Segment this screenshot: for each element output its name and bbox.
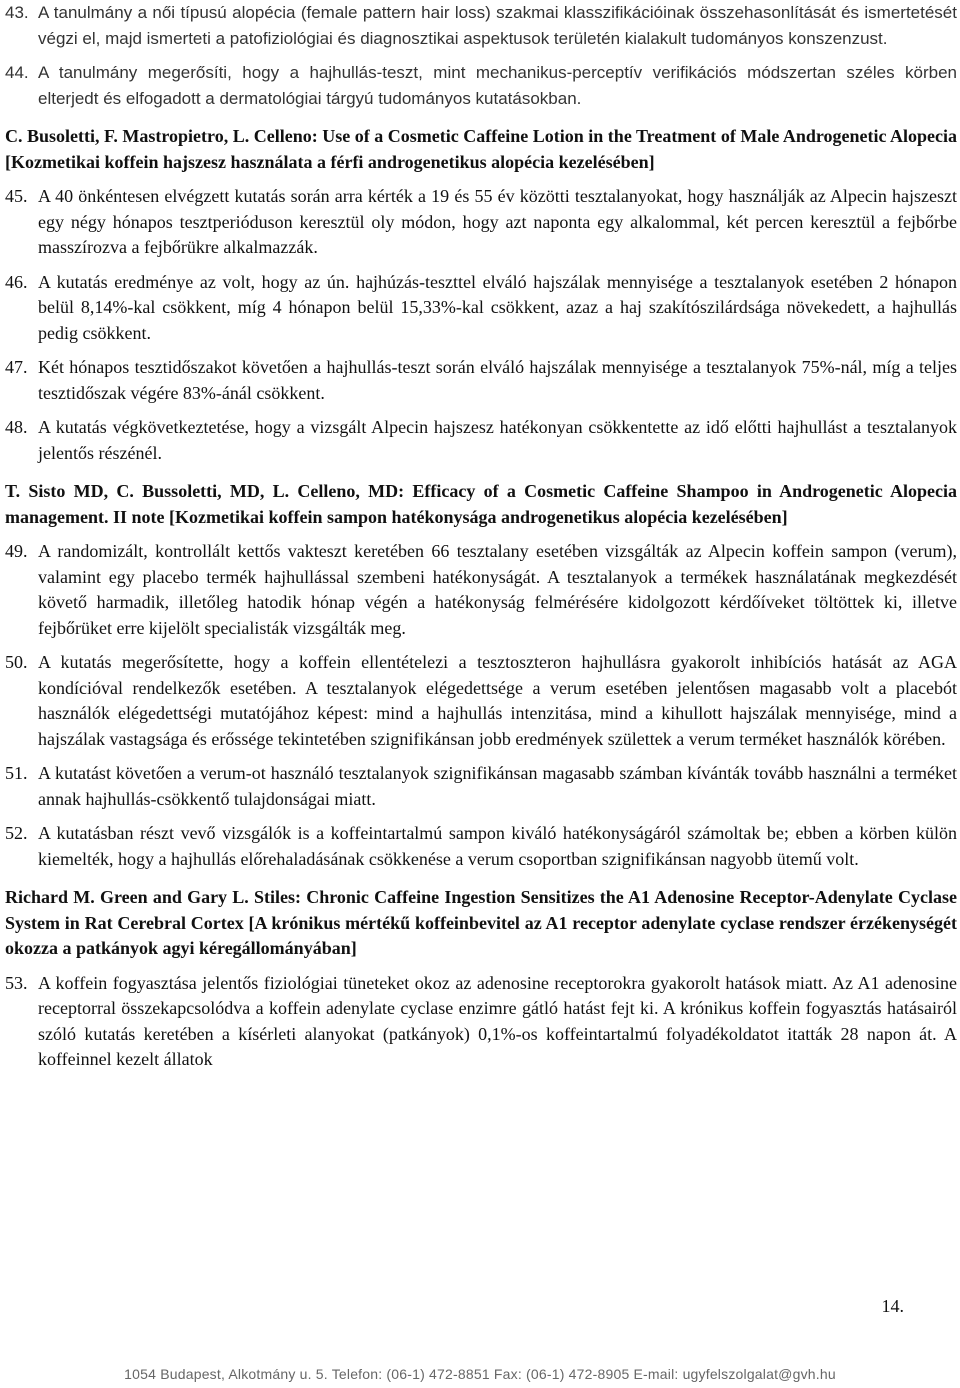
paragraph-text: A kutatást követően a verum-ot használó tesztalanyok szignifikánsan magasabb számban kívánták tovább használni a terméket annak hajhullás-csökkentő tulajdonságai miatt. (38, 763, 957, 809)
paragraph-45 (5, 184, 957, 261)
paragraph-text: A kutatás végkövetkeztetése, hogy a vizsgált Alpecin hajszesz hatékonyan csökkentette az idő előtti hajhullást a tesztalanyok jelentős részénél. (38, 417, 957, 463)
paragraph-text: A kutatás eredménye az volt, hogy az ún. hajhúzás-teszttel elváló hajszálak mennyisége a tesztalanyok esetében 2 hónapon belül 8,14%-kal csökkent, míg 4 hónapon belül 15,33%-kal csökkent, azaz a haj szakítószilárdsága növekedett, a hajhullás pedig csökkent. (38, 271, 957, 343)
paragraph-number: 48. (5, 417, 28, 437)
page-number: 14. (881, 1296, 904, 1316)
paragraph-48 (5, 415, 957, 466)
paragraph-number: 49. (5, 541, 28, 561)
paragraph-text: A tanulmány megerősíti, hogy a hajhullás-teszt, mint mechanikus-perceptív verifikációs módszertan széles körben elterjedt és elfogadott a dermatológiai tárgyú tudományos kutatásokban. (38, 63, 957, 108)
paragraph-50 (5, 650, 957, 752)
paragraph-text: A tanulmány a női típusú alopécia (female pattern hair loss) szakmai klasszifikációinak összehasonlítását és ismertetését végzi el, majd ismerteti a patofiziológiai és diagnosztikai aspektusok területén kialakult tudományos konszenzust. (38, 3, 957, 48)
paragraph-51 (5, 761, 957, 812)
paragraph-number: 52. (5, 823, 28, 843)
reference-heading-busoletti: C. Busoletti, F. Mastropietro, L. Celleno: Use of a Cosmetic Caffeine Lotion in the Treatment of Male Androgenetic Alopecia [Kozmetikai koffein hajszesz használata a férfi androgenetikus alopécia kezelésében] (5, 126, 957, 172)
paragraph-44 (5, 60, 957, 111)
paragraph-number: 51. (5, 763, 28, 783)
paragraph-number: 43. (5, 3, 29, 22)
paragraph-52 (5, 821, 957, 872)
paragraph-47 (5, 355, 957, 406)
paragraph-text: A 40 önkéntesen elvégzett kutatás során arra kérték a 19 és 55 év közötti tesztalanyokat, hogy használják az Alpecin hajszeszt egy négy hónapos tesztperióduson keresztül oly módon, hogy azt naponta egy alkalommal, két percen keresztül a fejbőrbe masszírozva a fejbőrükre alkalmazzák. (38, 186, 957, 257)
paragraph-number: 47. (5, 357, 28, 377)
paragraph-text: A randomizált, kontrollált kettős vakteszt keretében 66 tesztalany esetében vizsgálták az Alpecin koffein sampon (verum), valamint egy placebo termék hajhullással szembeni hatékonyságát. A tesztalanyok a termékek használatának megkezdését követő harmadik, illetőleg hatodik hónap végén a hatékonyság felmérésére kidolgozott kérdőíveket töltöttek ki, illetve fejbőrüket erre kijelölt specialisták vizsgálták meg. (38, 541, 957, 638)
document-body (5, 0, 957, 1073)
paragraph-49 (5, 539, 957, 641)
paragraph-text: A kutatásban részt vevő vizsgálók is a koffeintartalmú sampon kiváló hatékonyságáról számoltak be; ebben a körben külön kiemelték, hogy a hajhullás előrehaladásának csökkenése a verum csoportban szignifikánsan nagyobb ütemű volt. (38, 823, 957, 869)
reference-heading-green-stiles: Richard M. Green and Gary L. Stiles: Chronic Caffeine Ingestion Sensitizes the A1 Adenosine Receptor-Adenylate Cyclase System in Rat Cerebral Cortex [A krónikus mértékű koffeinbevitel az A1 receptor adenylate cyclase rendszer érzékenységét okozza a patkányok agyi kéregállományában] (5, 887, 957, 958)
paragraph-46 (5, 270, 957, 347)
reference-heading-sisto: T. Sisto MD, C. Bussoletti, MD, L. Celleno, MD: Efficacy of a Cosmetic Caffeine Shampoo in Androgenetic Alopecia management. II note [Kozmetikai koffein sampon hatékonysága androgenetikus alopécia kezelésében] (5, 481, 957, 527)
paragraph-text: A koffein fogyasztása jelentős fiziológiai tüneteket okoz az adenosine receptorokra gyakorolt hatások miatt. Az A1 adenosine receptorral összekapcsolódva a koffein adenylate cyclase enzimre gátló hatást fejt ki. A krónikus koffein fogyasztás hatásairól szóló kutatás keretében a kísérleti alanyokat (patkányok) 0,1%-os koffeintartalmú folyadékoldatot itatták 28 napon át. A koffeinnel kezelt állatok (38, 972, 957, 1069)
paragraph-number: 45. (5, 186, 28, 206)
paragraph-53 (5, 971, 957, 1073)
paragraph-number: 44. (5, 63, 29, 82)
paragraph-text: Két hónapos tesztidőszakot követően a hajhullás-teszt során elváló hajszálak mennyisége a tesztalanyok 75%-nál, míg a teljes tesztidőszak végére 83%-ánál csökkent. (38, 357, 957, 403)
paragraph-text: A kutatás megerősítette, hogy a koffein ellentételezi a tesztoszteron hajhullásra gyakorolt inhibíciós hatását az AGA kondícióval rendelkezők esetében. A tesztalanyok elégedettsége a verum esetében jelentősen magasabb volt a placebót használók elégedettségi mutatójához képest: mind a hajhullás intenzitása, mind a kihullott hajszálak mennyisége, mind a hajszálak vastagsága és erőssége tekintetében szignifikánsan jobb eredmények születtek a verum terméket használók körében. (38, 652, 957, 749)
paragraph-number: 46. (5, 271, 28, 292)
paragraph-number: 53. (5, 972, 28, 993)
paragraph-number: 50. (5, 652, 28, 672)
footer-contact-line: 1054 Budapest, Alkotmány u. 5. Telefon: (06-1) 472-8851 Fax: (06-1) 472-8905 E-mail: ugyfelszolgalat@gvh.hu (124, 1366, 836, 1382)
paragraph-43 (5, 0, 957, 51)
